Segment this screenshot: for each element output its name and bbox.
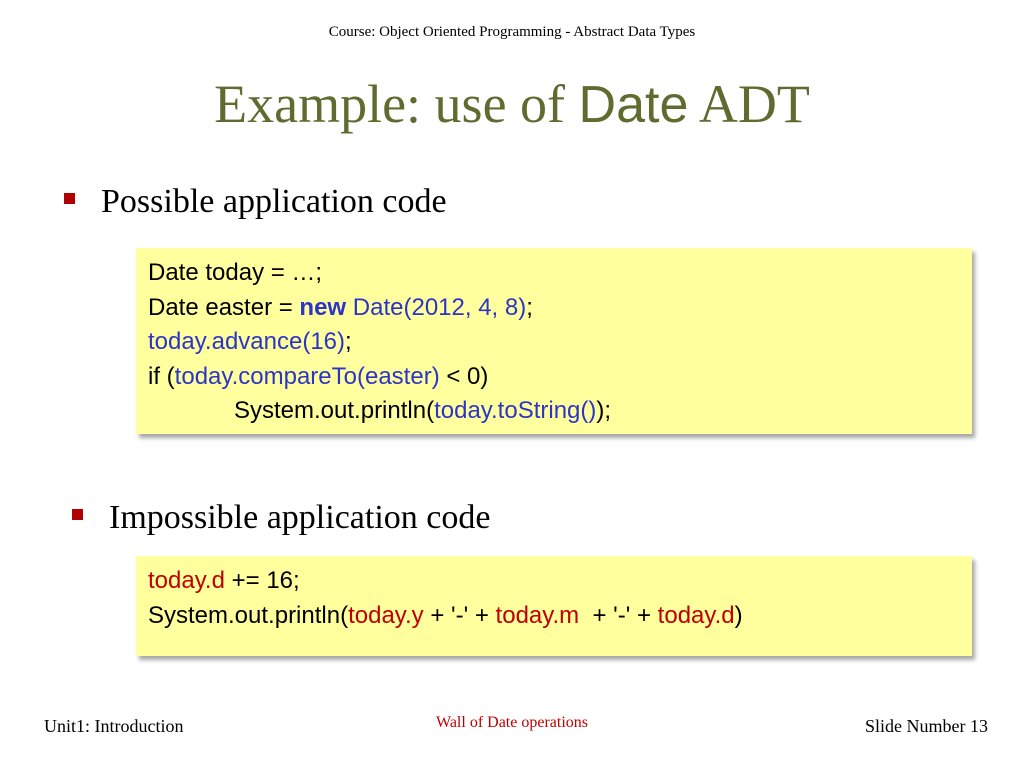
code-text: System.out.println( (234, 397, 435, 424)
title-suffix: ADT (688, 74, 810, 134)
bullet-impossible (72, 498, 490, 538)
code-method: today.advance(16) (148, 328, 346, 355)
code-field: today.y (348, 601, 424, 629)
code-text: ); (596, 397, 612, 424)
code-line (148, 599, 960, 634)
title-highlight: Date (578, 76, 689, 134)
code-text: ) (734, 601, 743, 629)
code-text: Date easter = (148, 293, 300, 321)
bullet-possible (64, 182, 447, 222)
footer-unit: Unit1: Introduction (44, 716, 184, 736)
code-line (148, 360, 960, 395)
code-text: ; (345, 328, 352, 355)
code-line (148, 564, 960, 599)
code-text: < 0) (439, 362, 489, 390)
code-text: ; (526, 293, 533, 321)
code-field: today.m (495, 601, 580, 629)
course-header: Course: Object Oriented Programming - Abstract Data Types (328, 24, 696, 40)
code-field: today.d (148, 567, 225, 594)
code-text: if ( (148, 362, 175, 390)
code-keyword: new (299, 293, 347, 321)
code-text: Date today = …; (148, 259, 323, 286)
code-text: += 16; (224, 567, 300, 594)
code-line (148, 394, 960, 429)
possible-code-box (136, 248, 972, 434)
code-text: + '-' + (579, 601, 658, 629)
bullet-impossible-text: Impossible application code (109, 499, 491, 536)
impossible-code-box (136, 556, 972, 656)
code-method: today.toString() (434, 397, 597, 424)
square-bullet-icon (72, 509, 83, 520)
code-method: today.compareTo(easter) (174, 362, 440, 390)
square-bullet-icon (64, 193, 75, 204)
footer-link[interactable]: Wall of Date operations (436, 714, 588, 731)
slide-number: Slide Number 13 (865, 716, 988, 736)
code-field: today.d (657, 601, 735, 629)
title-prefix: Example: use of (214, 74, 579, 134)
bullet-possible-text: Possible application code (101, 183, 447, 220)
code-text: + '-' + (423, 601, 496, 629)
code-line (148, 325, 960, 360)
code-line (148, 256, 960, 291)
code-method: Date(2012, 4, 8) (346, 293, 527, 321)
code-line (148, 291, 960, 326)
slide-title (0, 72, 1024, 137)
code-text: System.out.println( (148, 601, 349, 629)
